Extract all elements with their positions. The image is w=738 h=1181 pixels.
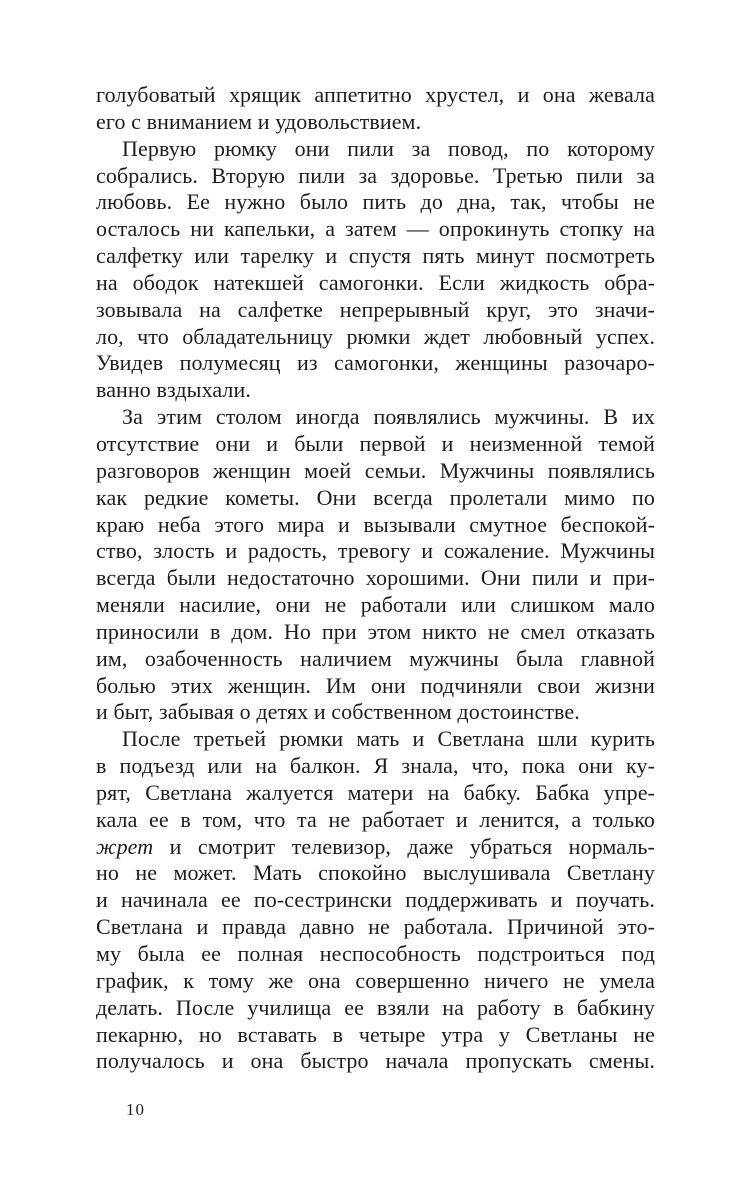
text-segment: Светлана и правда давно не работала. Причиной это- <box>96 914 655 940</box>
text-line <box>96 377 655 404</box>
text-line <box>96 82 655 109</box>
text-line <box>96 619 655 646</box>
text-line <box>96 324 655 351</box>
text-line <box>96 941 655 968</box>
text-segment: делать. После училища ее взяли на работу в бабкину <box>96 994 655 1020</box>
text-line <box>96 753 655 780</box>
text-line <box>96 860 655 887</box>
text-line <box>96 1022 655 1049</box>
text-segment: ванно вздыхали. <box>96 377 251 403</box>
text-line <box>96 592 655 619</box>
text-segment: разговоров женщин моей семьи. Мужчины появлялись <box>96 457 655 483</box>
text-segment: отсутствие они и были первой и неизменной темой <box>96 430 655 456</box>
paragraph-3 <box>96 404 655 726</box>
text-line <box>96 485 655 512</box>
text-line <box>96 968 655 995</box>
text-segment: приносили в дом. Но при этом никто не смел отказать <box>96 618 655 644</box>
text-segment: и начинала ее по-сестрински поддерживать и поучать. <box>96 887 655 913</box>
text-segment: пекарню, но вставать в четыре утра у Светланы не <box>96 1021 655 1047</box>
text-segment: но не может. Мать спокойно выслушивала Светлану <box>96 860 655 886</box>
text-line <box>96 673 655 700</box>
paragraph-4 <box>96 726 655 1075</box>
text-segment: как редкие кометы. Они всегда пролетали мимо по <box>96 484 655 510</box>
text-segment: и смотрит телевизор, даже убраться нормаль- <box>153 833 655 859</box>
text-segment: меняли насилие, они не работали или слишком мало <box>96 592 655 618</box>
text-segment: осталось ни капельки, а затем — опрокинуть стопку на <box>96 216 655 242</box>
italic-text-segment: жрет <box>96 833 154 859</box>
text-segment: собрались. Вторую пили за здоровье. Третью пили за <box>96 162 655 188</box>
text-line <box>96 1048 655 1075</box>
text-line <box>96 243 655 270</box>
text-line <box>96 297 655 324</box>
text-line <box>96 404 655 431</box>
text-segment: ло, что обладательницу рюмки ждет любовный успех. <box>96 323 655 349</box>
text-segment: Первую рюмку они пили за повод, по которому <box>122 135 655 161</box>
text-segment: му была ее полная неспособность подстроиться под <box>96 941 655 966</box>
text-segment: Увидев полумесяц из самогонки, женщины разочаро- <box>96 350 655 376</box>
text-line <box>96 887 655 914</box>
text-line <box>96 189 655 216</box>
text-segment: всегда были недостаточно хорошими. Они пили и при- <box>96 565 655 591</box>
page-text-block <box>96 82 655 1075</box>
text-segment: зовывала на салфетке непрерывный круг, это значи- <box>96 296 655 322</box>
text-line <box>96 458 655 485</box>
text-segment: кала ее в том, что та не работает и ленится, а только <box>96 806 655 832</box>
text-segment: За этим столом иногда появлялись мужчины. В их <box>122 404 655 430</box>
paragraph-2 <box>96 136 655 404</box>
text-line <box>96 995 655 1022</box>
text-segment: на ободок натекшей самогонки. Если жидкость обра- <box>96 269 655 295</box>
text-line <box>96 136 655 163</box>
text-line <box>96 565 655 592</box>
paragraph-1 <box>96 82 655 136</box>
text-segment: любовь. Ее нужно было пить до дна, так, чтобы не <box>96 189 655 215</box>
text-line <box>96 109 655 136</box>
text-line <box>96 216 655 243</box>
text-segment: им, озабоченность наличием мужчины была главной <box>96 645 655 671</box>
text-segment: ство, злость и радость, тревогу и сожаление. Мужчины <box>96 538 655 564</box>
page-number: 10 <box>126 1100 145 1119</box>
text-line <box>96 431 655 458</box>
text-segment: голубоватый хрящик аппетитно хрустел, и она жевала <box>96 82 655 107</box>
text-line <box>96 646 655 673</box>
text-segment: После третьей рюмки мать и Светлана шли курить <box>122 726 655 752</box>
text-line <box>96 512 655 539</box>
text-line <box>96 914 655 941</box>
text-line <box>96 726 655 753</box>
text-line <box>96 538 655 565</box>
text-segment: график, к тому же она совершенно ничего не умела <box>96 967 655 993</box>
text-line <box>96 270 655 297</box>
text-segment: болью этих женщин. Им они подчиняли свои жизни <box>96 672 655 698</box>
text-segment: краю неба этого мира и вызывали смутное беспокой- <box>96 511 655 537</box>
text-line <box>96 807 655 834</box>
text-segment: салфетку или тарелку и спустя пять минут посмотреть <box>96 243 655 269</box>
text-line <box>96 163 655 190</box>
text-segment: получалось и она быстро начала пропускать смены. <box>96 1048 655 1074</box>
text-line <box>96 350 655 377</box>
text-segment: его с вниманием и удовольствием. <box>96 108 422 134</box>
text-segment: в подъезд или на балкон. Я знала, что, пока они ку- <box>96 753 655 779</box>
text-segment: рят, Светлана жалуется матери на бабку. Бабка упре- <box>96 779 655 805</box>
text-line <box>96 699 655 726</box>
text-segment: и быт, забывая о детях и собственном достоинстве. <box>96 699 580 725</box>
text-line <box>96 780 655 807</box>
text-line <box>96 834 655 861</box>
